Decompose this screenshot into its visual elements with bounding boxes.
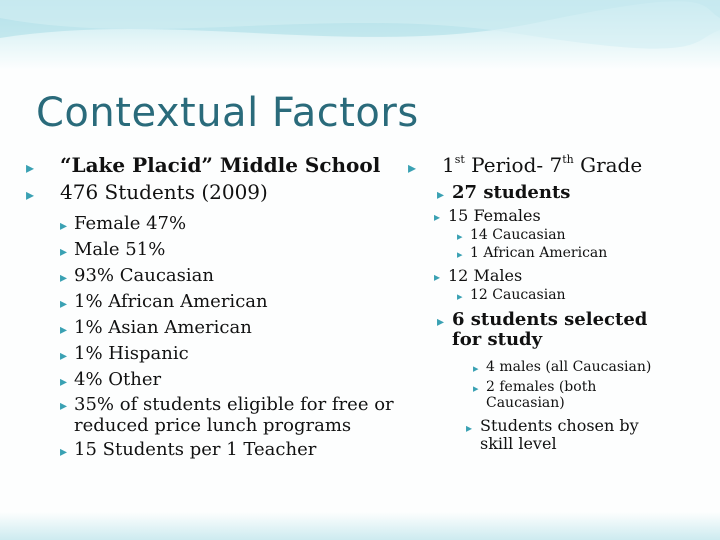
triangle-bullet-icon: ▸: [434, 210, 441, 224]
chosen-by-skill-item: ▸ Students chosen by skill level: [466, 416, 639, 453]
stat-item: ▸ 1% Hispanic: [70, 342, 402, 366]
females-detail-item: ▸ 1 African American: [470, 244, 704, 262]
triangle-bullet-icon: ▸: [60, 270, 68, 286]
stat-item: ▸ Male 51%: [70, 238, 402, 262]
header-wave-decoration: [0, 0, 720, 70]
triangle-bullet-icon: ▸: [408, 158, 417, 177]
triangle-bullet-icon: ▸: [437, 314, 445, 330]
triangle-bullet-icon: ▸: [26, 185, 35, 204]
triangle-bullet-icon: ▸: [457, 248, 463, 261]
triangle-bullet-icon: ▸: [457, 290, 463, 303]
triangle-bullet-icon: ▸: [60, 348, 68, 364]
triangle-bullet-icon: ▸: [457, 230, 463, 243]
student-count-item: ▸ 476 Students (2009): [42, 180, 402, 205]
stat-item: ▸ Female 47%: [70, 212, 402, 236]
right-column: [408, 153, 704, 453]
triangle-bullet-icon: ▸: [60, 444, 68, 460]
triangle-bullet-icon: ▸: [60, 244, 68, 260]
school-name-item: ▸ “Lake Placid” Middle School: [42, 153, 402, 178]
triangle-bullet-icon: ▸: [473, 382, 479, 395]
males-item: ▸ 12 Males: [448, 265, 704, 286]
triangle-bullet-icon: ▸: [466, 421, 473, 435]
triangle-bullet-icon: ▸: [434, 270, 441, 284]
triangle-bullet-icon: ▸: [60, 218, 68, 234]
class-size-item: ▸ 27 students: [452, 181, 704, 205]
females-item: ▸ 15 Females: [448, 205, 704, 226]
triangle-bullet-icon: ▸: [60, 374, 68, 390]
selected-students-item: ▸ 6 students selected for study: [437, 309, 648, 350]
triangle-bullet-icon: ▸: [60, 296, 68, 312]
triangle-bullet-icon: ▸: [60, 398, 68, 414]
stat-item: ▸ 4% Other: [70, 368, 402, 392]
males-detail-item: ▸ 12 Caucasian: [470, 286, 704, 304]
triangle-bullet-icon: ▸: [60, 322, 68, 338]
triangle-bullet-icon: ▸: [26, 158, 35, 177]
footer-gradient: [0, 512, 720, 540]
selected-detail-item: ▸ 4 males (all Caucasian): [486, 358, 704, 376]
triangle-bullet-icon: ▸: [437, 187, 445, 203]
slide-title: Contextual Factors: [36, 90, 419, 136]
stat-item: ▸ 35% of students eligible for free or reduced price lunch programs: [60, 394, 394, 436]
stat-item: ▸ 15 Students per 1 Teacher: [70, 438, 402, 462]
left-column: [26, 153, 402, 462]
selected-detail-item: ▸ 2 females (both Caucasian): [473, 379, 597, 411]
stat-item: ▸ 93% Caucasian: [70, 264, 402, 288]
females-detail-item: ▸ 14 Caucasian: [470, 226, 704, 244]
period-grade-item: ▸ 1st Period- 7th Grade: [424, 153, 704, 178]
stat-item: ▸ 1% Asian American: [70, 316, 402, 340]
stat-item: ▸ 1% African American: [70, 290, 402, 314]
triangle-bullet-icon: ▸: [473, 362, 479, 375]
